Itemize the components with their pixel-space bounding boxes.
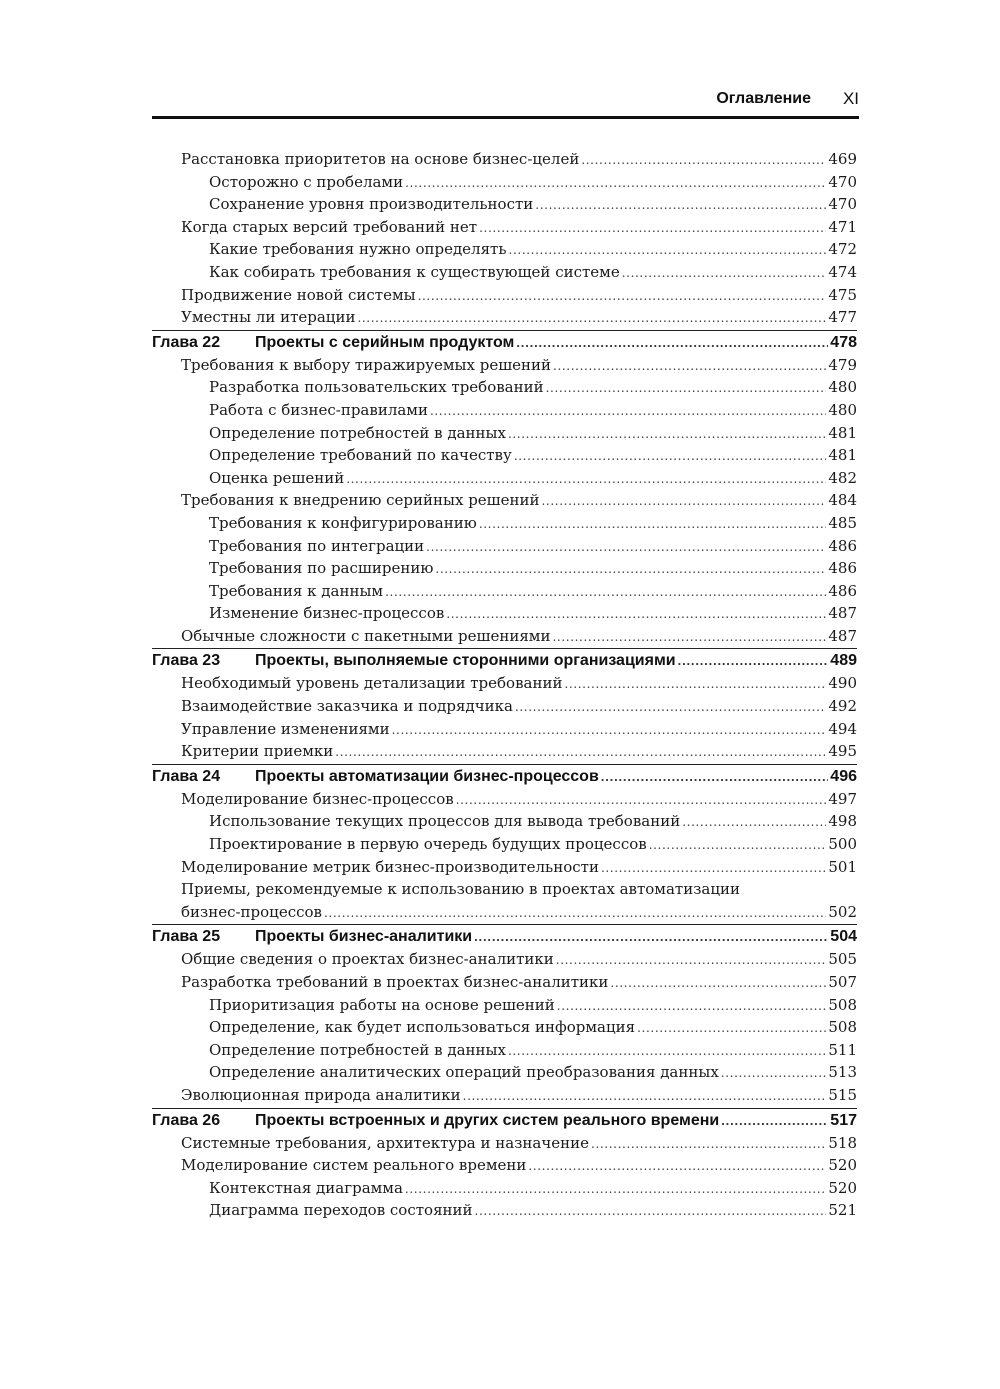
dot-leader	[601, 856, 826, 880]
chapter-page: 504	[830, 928, 857, 946]
toc-entry-title-line-1: Приемы, рекомендуемые к использованию в проектах автоматизации	[181, 880, 740, 899]
toc-entry-page: 500	[828, 835, 857, 854]
running-header	[152, 86, 859, 119]
dot-leader	[435, 557, 826, 581]
chapter-number: Глава 25	[152, 928, 221, 946]
toc-entry-title: Разработка пользовательских требований	[209, 378, 544, 397]
toc-entry[interactable]	[152, 695, 857, 718]
toc-entry-title: Диаграмма переходов состояний	[209, 1201, 473, 1220]
toc-entry-page: 502	[828, 902, 857, 921]
toc-entry-title: Обычные сложности с пакетными решениями	[181, 626, 551, 645]
toc-entry-page: 497	[828, 789, 857, 808]
dot-leader	[479, 216, 826, 240]
dot-leader	[346, 467, 826, 491]
toc-entry[interactable]	[152, 238, 857, 261]
toc-entry-title: Сохранение уровня производительности	[209, 195, 534, 214]
toc-entry-title: Проектирование в первую очередь будущих процессов	[209, 835, 647, 854]
toc-entry-title: Изменение бизнес-процессов	[209, 604, 445, 623]
toc-entry-page: 520	[828, 1156, 857, 1175]
toc-entry-page: 484	[828, 491, 857, 510]
dot-leader	[591, 1132, 826, 1156]
toc-entry[interactable]	[152, 148, 857, 171]
toc-entry[interactable]	[152, 788, 857, 811]
chapter-number: Глава 23	[152, 652, 221, 670]
dot-leader	[542, 489, 827, 513]
toc-entry-title: Требования к данным	[209, 581, 384, 600]
dot-leader	[515, 695, 826, 719]
toc-entry-title: Контекстная диаграмма	[209, 1178, 403, 1197]
toc-entry-page: 471	[828, 217, 857, 236]
toc-entry-title: Требования по расширению	[209, 559, 434, 578]
dot-leader	[552, 625, 826, 649]
toc-entry[interactable]	[152, 306, 857, 329]
chapter-title: Проекты автоматизации бизнес-процессов	[255, 767, 599, 785]
chapter-page: 517	[830, 1111, 857, 1129]
toc-entry-page: 487	[828, 604, 857, 623]
dot-leader	[514, 444, 827, 468]
toc-entry[interactable]	[152, 216, 857, 239]
toc-entry[interactable]	[152, 444, 857, 467]
toc-entry[interactable]	[152, 354, 857, 377]
toc-entry[interactable]	[152, 557, 857, 580]
toc-entry-page: 511	[828, 1040, 857, 1059]
dot-leader	[553, 354, 826, 378]
toc-entry[interactable]	[152, 625, 857, 648]
toc-entry[interactable]	[152, 833, 857, 856]
toc-entry-page: 477	[828, 308, 857, 327]
toc-entry[interactable]	[152, 1177, 857, 1200]
dot-leader	[682, 810, 826, 834]
toc-entry-page: 474	[828, 262, 857, 281]
dot-leader	[446, 602, 826, 626]
toc-entry-title: Определение потребностей в данных	[209, 423, 506, 442]
toc-entry-page: 482	[828, 468, 857, 487]
toc-entry[interactable]	[152, 740, 857, 763]
toc-entry-page: 508	[828, 1018, 857, 1037]
dot-leader	[475, 1199, 827, 1223]
toc-entry[interactable]	[152, 171, 857, 194]
dot-leader	[528, 1154, 826, 1178]
dot-leader	[564, 672, 826, 696]
dot-leader	[556, 948, 827, 972]
dot-leader	[516, 331, 828, 354]
toc-entry-page: 494	[828, 719, 857, 738]
toc-entry-title: Какие требования нужно определять	[209, 240, 507, 259]
dot-leader	[601, 765, 829, 788]
header-title: Оглавление	[716, 90, 811, 107]
chapter-page: 496	[830, 767, 857, 785]
toc-entry[interactable]	[152, 856, 857, 879]
toc-entry[interactable]	[152, 971, 857, 994]
chapter-page: 489	[830, 652, 857, 670]
toc-entry-page: 481	[828, 446, 857, 465]
toc-entry-page: 490	[828, 674, 857, 693]
dot-leader	[546, 376, 827, 400]
dot-leader	[721, 1109, 828, 1132]
dot-leader	[581, 148, 826, 172]
toc-entry-page: 472	[828, 240, 857, 259]
toc-entry-page: 487	[828, 626, 857, 645]
dot-leader	[405, 1177, 826, 1201]
toc-entry-second-line	[181, 901, 857, 924]
toc-entry-page: 470	[828, 195, 857, 214]
dot-leader	[557, 994, 827, 1018]
chapter-title: Проекты встроенных и других систем реального времени	[255, 1111, 720, 1129]
toc-entry[interactable]	[152, 467, 857, 490]
dot-leader	[474, 925, 828, 948]
toc-entry-title: Моделирование метрик бизнес-производительности	[181, 857, 599, 876]
toc-entry[interactable]	[152, 1084, 857, 1107]
toc-entry-page: 521	[828, 1201, 857, 1220]
toc-chapter-heading[interactable]	[152, 924, 857, 948]
toc-entry-title: Системные требования, архитектура и назначение	[181, 1133, 590, 1152]
dot-leader	[357, 306, 826, 330]
dot-leader	[418, 284, 827, 308]
dot-leader	[508, 1039, 826, 1063]
dot-leader	[535, 193, 826, 217]
dot-leader	[610, 971, 826, 995]
toc-entry-page: 485	[828, 513, 857, 532]
toc-entry[interactable]	[152, 399, 857, 422]
dot-leader	[678, 649, 829, 672]
chapter-title: Проекты с серийным продуктом	[255, 333, 515, 351]
toc-entry[interactable]	[152, 193, 857, 216]
toc-entry-title: Оценка решений	[209, 468, 345, 487]
toc-entry[interactable]	[152, 672, 857, 695]
toc-entry-page: 486	[828, 536, 857, 555]
toc-entry[interactable]	[152, 489, 857, 512]
toc-entry[interactable]	[152, 1039, 857, 1062]
toc-entry-title: Моделирование бизнес-процессов	[181, 789, 454, 808]
toc-entry-title: Расстановка приоритетов на основе бизнес-целей	[181, 150, 580, 168]
toc-entry-page: 515	[828, 1085, 857, 1104]
toc-entry[interactable]	[152, 878, 857, 923]
toc-entry-title: Определение аналитических операций преобразования данных	[209, 1063, 719, 1082]
toc-entry-title: Требования по интеграции	[209, 536, 425, 555]
toc-entry-title: Когда старых версий требований нет	[181, 217, 478, 236]
chapter-number: Глава 22	[152, 333, 221, 351]
toc-entry-title: Работа с бизнес-правилами	[209, 400, 428, 419]
toc-entry-title: Управление изменениями	[181, 719, 390, 738]
toc-entry-title-line-2: бизнес-процессов	[181, 902, 322, 921]
toc-entry-title: Критерии приемки	[181, 742, 334, 761]
toc-entry-page: 495	[828, 742, 857, 761]
toc-entry[interactable]	[152, 602, 857, 625]
dot-leader	[392, 718, 827, 742]
toc-entry-page: 470	[828, 172, 857, 191]
dot-leader	[479, 512, 827, 536]
dot-leader	[637, 1016, 826, 1040]
toc-entry-page: 498	[828, 812, 857, 831]
toc-entry[interactable]	[152, 261, 857, 284]
toc-entry-title: Необходимый уровень детализации требований	[181, 674, 563, 693]
toc-entry-title: Требования к конфигурированию	[209, 513, 477, 532]
toc-entry-title: Общие сведения о проектах бизнес-аналитики	[181, 950, 554, 969]
dot-leader	[509, 238, 827, 262]
toc-entry[interactable]	[152, 422, 857, 445]
toc-entry-title: Требования к выбору тиражируемых решений	[181, 355, 552, 374]
toc-entry-title: Моделирование систем реального времени	[181, 1156, 527, 1175]
toc-entry[interactable]	[152, 376, 857, 399]
toc-entry-page: 481	[828, 423, 857, 442]
toc-entry[interactable]	[152, 1154, 857, 1177]
toc-entry[interactable]	[152, 948, 857, 971]
toc-entry-page: 505	[828, 950, 857, 969]
dot-leader	[622, 261, 827, 285]
toc-entry-page: 469	[828, 150, 857, 168]
toc-entry-title: Приоритизация работы на основе решений	[209, 995, 555, 1014]
toc-entry-title: Требования к внедрению серийных решений	[181, 491, 540, 510]
toc-entry-page: 492	[828, 697, 857, 716]
toc-entry[interactable]	[152, 512, 857, 535]
dot-leader	[508, 422, 826, 446]
toc-entry[interactable]	[152, 1016, 857, 1039]
dot-leader	[430, 399, 826, 423]
toc-entry-title: Эволюционная природа аналитики	[181, 1085, 461, 1104]
toc-entry-page: 475	[828, 285, 857, 304]
toc-entry-page: 480	[828, 378, 857, 397]
toc-entry-title: Уместны ли итерации	[181, 308, 356, 327]
toc-entry-page: 480	[828, 400, 857, 419]
dot-leader	[649, 833, 827, 857]
toc-entry-title: Использование текущих процессов для вывода требований	[209, 812, 681, 831]
dot-leader	[721, 1061, 827, 1085]
toc-entry-title: Определение требований по качеству	[209, 446, 512, 465]
toc-entry-title: Определение потребностей в данных	[209, 1040, 506, 1059]
toc-entry[interactable]	[152, 1061, 857, 1084]
toc-entry-title: Продвижение новой системы	[181, 285, 416, 304]
toc-entry-page: 479	[828, 355, 857, 374]
toc-entry-page: 501	[828, 857, 857, 876]
toc-chapter-heading[interactable]	[152, 648, 857, 672]
dot-leader	[463, 1084, 827, 1108]
toc-chapter-heading[interactable]	[152, 330, 857, 354]
toc-entry-title: Осторожно с пробелами	[209, 172, 404, 191]
table-of-contents	[152, 148, 857, 1222]
chapter-page: 478	[830, 333, 857, 351]
toc-entry[interactable]	[152, 284, 857, 307]
toc-entry[interactable]	[152, 810, 857, 833]
dot-leader	[385, 580, 826, 604]
toc-entry[interactable]	[152, 580, 857, 603]
dot-leader	[324, 901, 826, 925]
chapter-title: Проекты бизнес-аналитики	[255, 928, 473, 946]
toc-entry[interactable]	[152, 718, 857, 741]
dot-leader	[456, 788, 827, 812]
chapter-number: Глава 26	[152, 1111, 221, 1129]
toc-entry-page: 518	[828, 1133, 857, 1152]
toc-chapter-heading[interactable]	[152, 764, 857, 788]
toc-entry-page: 507	[828, 973, 857, 991]
toc-entry-title: Разработка требований в проектах бизнес-аналитики	[181, 973, 609, 991]
dot-leader	[426, 535, 826, 559]
dot-leader	[335, 740, 826, 764]
header-page-number: XI	[842, 89, 859, 108]
chapter-title: Проекты, выполняемые сторонними организациями	[255, 652, 676, 670]
toc-entry-title: Как собирать требования к существующей системе	[209, 262, 620, 281]
chapter-number: Глава 24	[152, 767, 221, 785]
toc-entry-page: 520	[828, 1178, 857, 1197]
toc-entry[interactable]	[152, 1132, 857, 1155]
toc-entry-title: Определение, как будет использоваться информация	[209, 1018, 636, 1037]
toc-entry-page: 513	[828, 1063, 857, 1082]
toc-entry-page: 486	[828, 581, 857, 600]
toc-entry[interactable]	[152, 535, 857, 558]
toc-entry-page: 508	[828, 995, 857, 1014]
toc-entry-title: Взаимодействие заказчика и подрядчика	[181, 697, 513, 716]
toc-entry[interactable]	[152, 994, 857, 1017]
dot-leader	[405, 171, 826, 195]
toc-entry-page: 486	[828, 559, 857, 578]
toc-chapter-heading[interactable]	[152, 1108, 857, 1132]
toc-entry[interactable]	[152, 1199, 857, 1222]
